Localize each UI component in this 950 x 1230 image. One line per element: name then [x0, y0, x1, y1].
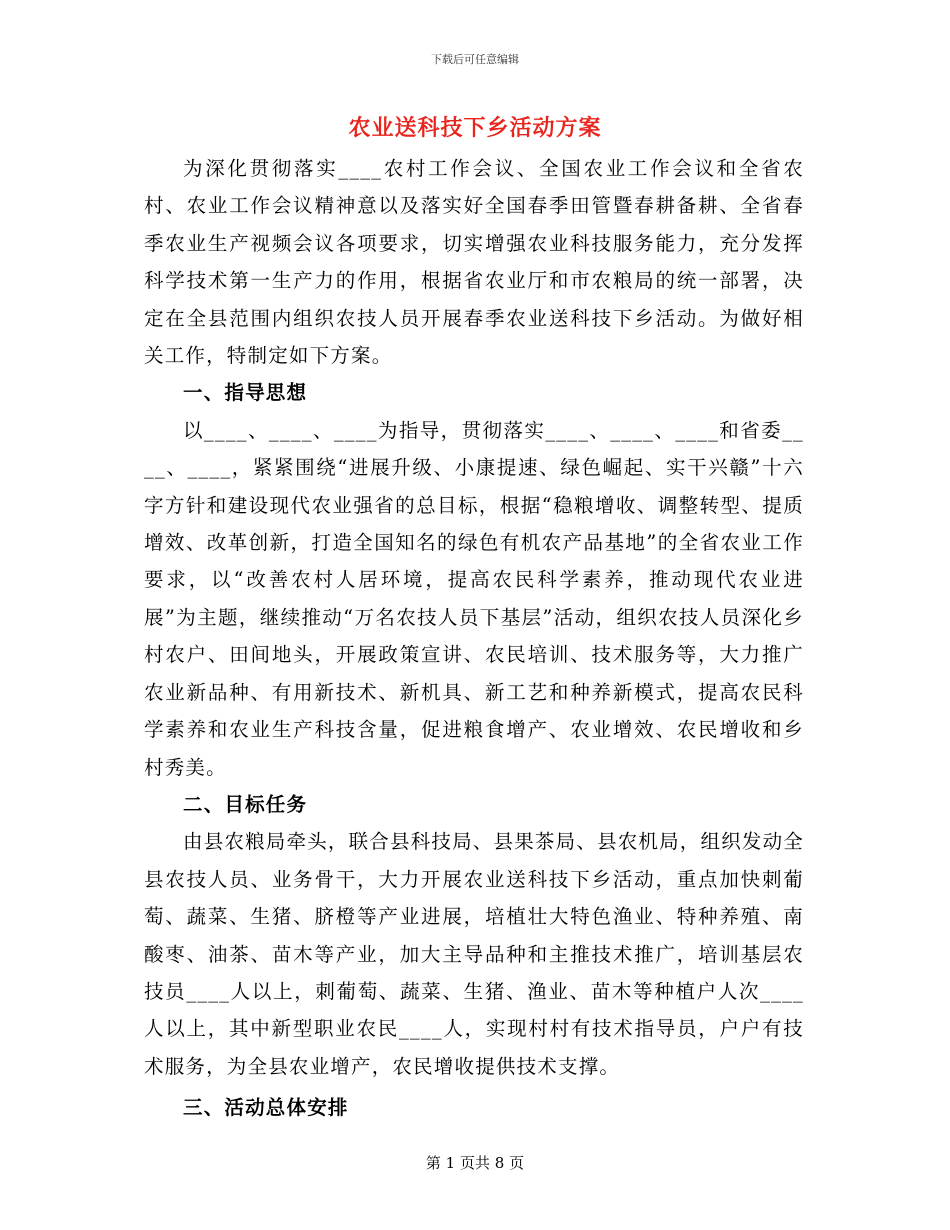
section-heading-overall-arrangement: 三、活动总体安排 [183, 1096, 349, 1120]
document-title: 农业送科技下乡活动方案 [348, 115, 602, 141]
section-heading-goals-tasks: 二、目标任务 [183, 792, 308, 816]
page-number-footer: 第 1 页共 8 页 [425, 1154, 525, 1172]
section-heading-guiding-ideology: 一、指导思想 [183, 381, 308, 405]
section-body-goals-tasks: 由县农粮局牵头，联合县科技局、县果茶局、县农机局，组织发动全县农技人员、业务骨干，大力开展农业送科技下乡活动，重点加快刺葡萄、蔬菜、生猪、脐橙等产业进展，培植壮大特色渔业、特种养殖、南酸枣、油茶、苗木等产业，加大主导品种和主推技术推广，培训基层农技员____人以上，刺葡萄、蔬菜、生猪、渔业、苗木等种植户人次____人以上，其中新型职业农民____人，实现村村有技术指导员，户户有技术服务，为全县农业增产，农民增收提供技术支撑。 [144, 830, 805, 1078]
intro-paragraph: 为深化贯彻落实____农村工作会议、全国农业工作会议和全省农村、农业工作会议精神意以及落实好全国春季田管暨春耕备耕、全省春季农业生产视频会议各项要求，切实增强农业科技服务能力，充分发挥科学技术第一生产力的作用，根据省农业厅和市农粮局的统一部署，决定在全县范围内组织农技人员开展春季农业送科技下乡活动。为做好相关工作，特制定如下方案。 [144, 157, 804, 368]
header-note: 下载后可任意编辑 [431, 53, 519, 66]
document-body [144, 150, 804, 1127]
section-body-guiding-ideology: 以____、____、____为指导，贯彻落实____、____、____和省委____、____，紧紧围绕“进展升级、小康提速、绿色崛起、实干兴赣”十六字方针和建设现代农业强省的总目标，根据“稳粮增收、调整转型、提质增效、改革创新，打造全国知名的绿色有机农产品基地”的全省农业工作要求，以“改善农村人居环境，提高农民科学素养，推动现代农业进展”为主题，继续推动“万名农技人员下基层”活动，组织农技人员深化乡村农户、田间地头，开展政策宣讲、农民培训、技术服务等，大力推广农业新品种、有用新技术、新机具、新工艺和种养新模式，提高农民科学素养和农业生产科技含量，促进粮食增产、农业增效、农民增收和乡村秀美。 [144, 418, 804, 779]
